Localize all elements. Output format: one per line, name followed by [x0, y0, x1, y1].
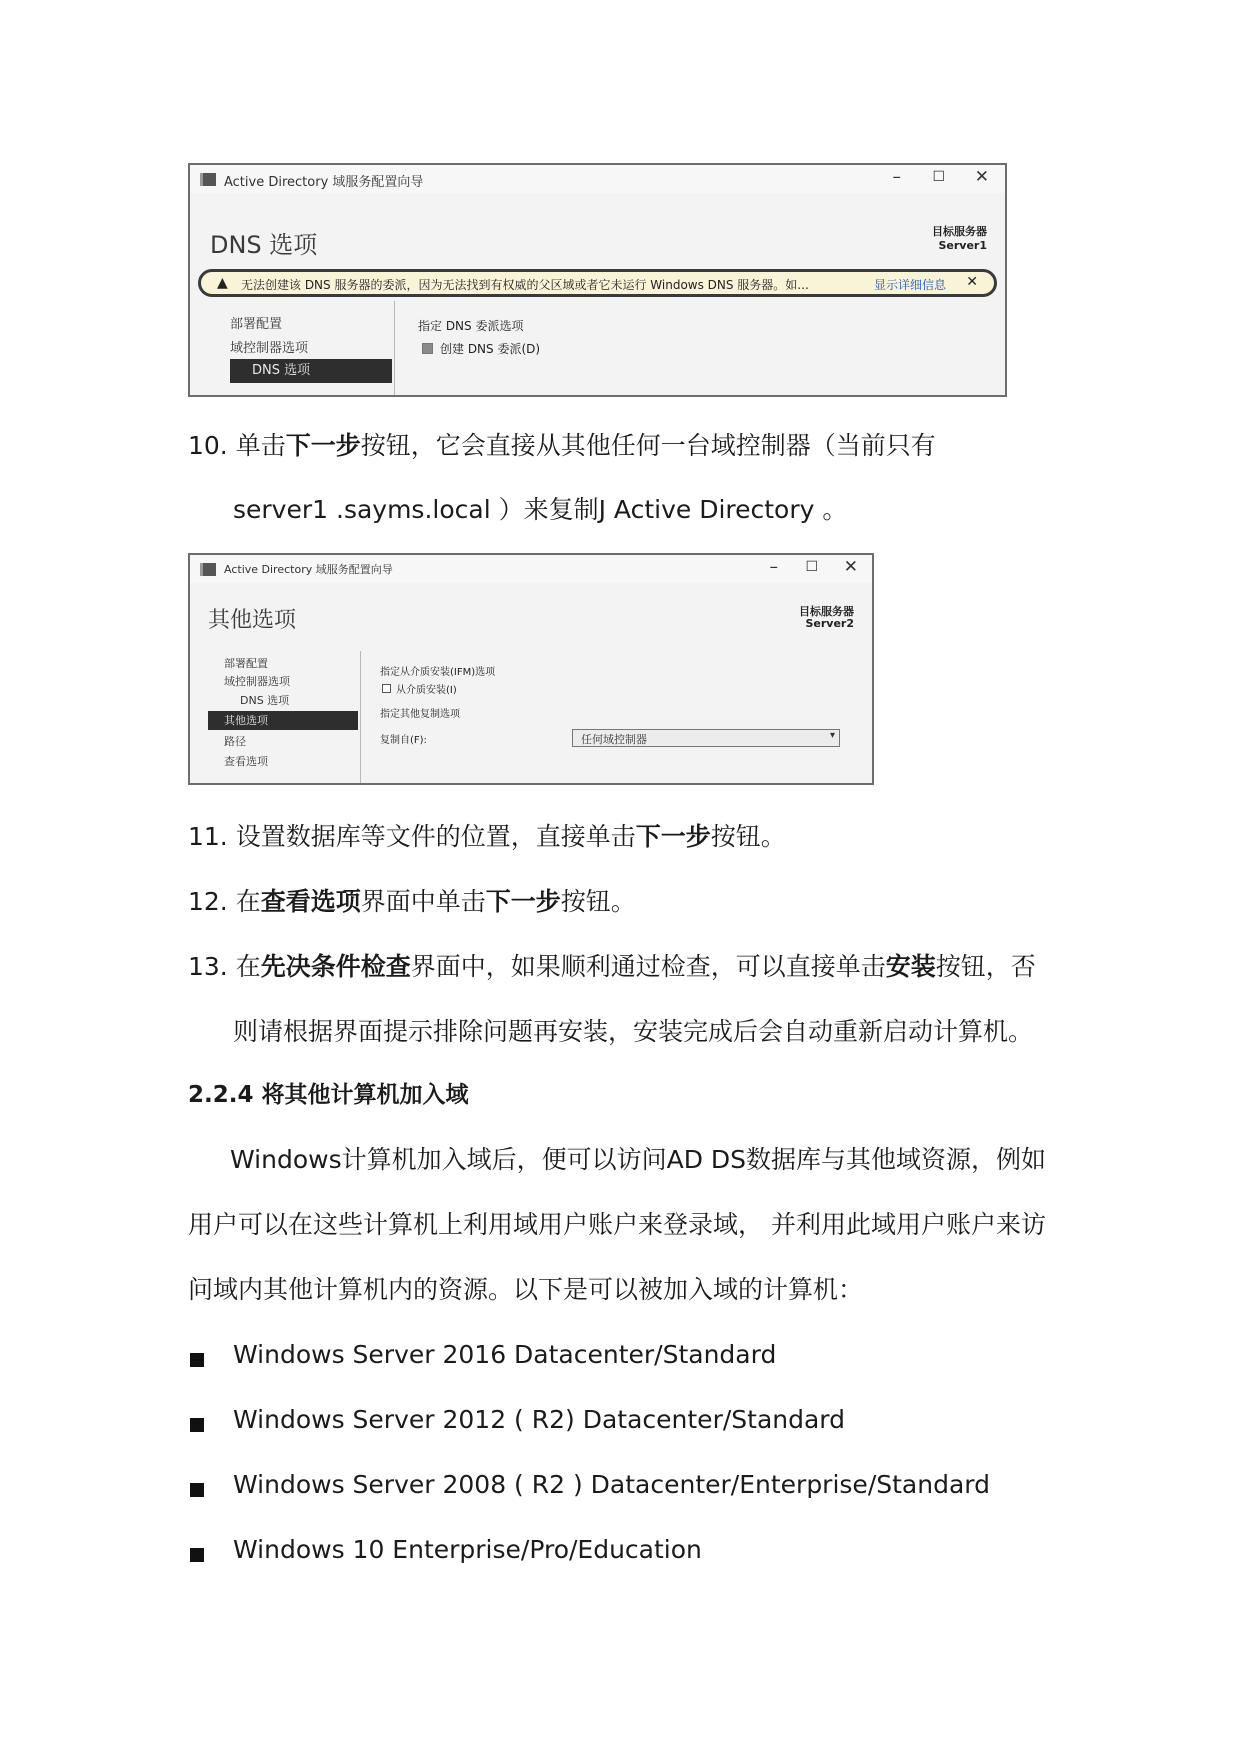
other-options-screenshot — [188, 553, 874, 785]
warning-close-icon[interactable]: ✕ — [966, 274, 978, 290]
nav-item-paths[interactable]: 路径 — [224, 735, 246, 748]
show-details-link[interactable]: 显示详细信息 — [873, 278, 946, 292]
body-line-1: Windows计算机加入域后，便可以访问AD DS数据库与其他域资源，例如 — [230, 1145, 1047, 1174]
create-dns-delegation-checkbox[interactable] — [422, 343, 433, 354]
maximize-icon[interactable]: ☐ — [932, 169, 945, 185]
replicate-from-select[interactable] — [572, 729, 840, 747]
nav-item-dns-options[interactable]: DNS 选项 — [240, 694, 290, 707]
list-item: Windows Server 2012 ( R2) Datacenter/Standard — [233, 1405, 845, 1434]
bullet-icon — [190, 1353, 204, 1367]
app-icon — [200, 173, 216, 186]
chevron-down-icon: ▾ — [829, 730, 835, 741]
section-heading: 2.2.4 将其他计算机加入域 — [188, 1082, 469, 1108]
dns-options-screenshot — [188, 163, 1007, 397]
body-line-2: 用户可以在这些计算机上利用域用户账户来登录域， 并利用此域用户账户来访 — [188, 1210, 1046, 1239]
replication-section-label: 指定其他复制选项 — [380, 709, 460, 720]
bullet-icon — [190, 1483, 204, 1497]
close-icon[interactable]: ✕ — [974, 167, 989, 187]
body-line-3: 问域内其他计算机内的资源。以下是可以被加入域的计算机： — [188, 1275, 864, 1304]
warning-text: 无法创建该 DNS 服务器的委派，因为无法找到有权威的父区域或者它未运行 Windows DNS 服务器。如... — [241, 278, 809, 292]
title-bar — [190, 165, 1005, 193]
nav-divider — [360, 651, 361, 783]
nav-item-other-options[interactable]: 其他选项 — [208, 711, 358, 730]
target-server-label: 目标服务器 — [799, 605, 854, 618]
bullet-icon — [190, 1418, 204, 1432]
ifm-section-label: 指定从介质安装(IFM)选项 — [380, 667, 496, 678]
step-10-line-1: 10. 单击下一步按钮，它会直接从其他任何一台域控制器（当前只有 — [188, 431, 936, 460]
replicate-from-label: 复制自(F): — [380, 735, 427, 746]
close-icon[interactable]: ✕ — [843, 557, 858, 577]
target-server-name: Server1 — [938, 239, 987, 252]
bullet-icon — [190, 1548, 204, 1562]
nav-item-review-options[interactable]: 查看选项 — [224, 755, 268, 768]
step-10-line-2: server1 .sayms.local ）来复制J Active Directory 。 — [233, 495, 848, 524]
title-bar — [190, 555, 872, 583]
step-11: 11. 设置数据库等文件的位置，直接单击下一步按钮。 — [188, 822, 786, 851]
step-13-line-2: 则请根据界面提示排除问题再安装，安装完成后会自动重新启动计算机。 — [233, 1017, 1034, 1046]
nav-item-dc-options[interactable]: 域控制器选项 — [224, 675, 290, 688]
nav-divider — [394, 301, 395, 395]
minimize-icon[interactable]: – — [892, 167, 901, 187]
list-item: Windows Server 2008 ( R2 ) Datacenter/Enterprise/Standard — [233, 1470, 990, 1499]
app-icon — [200, 563, 216, 576]
nav-item-dc-options[interactable]: 域控制器选项 — [230, 341, 309, 356]
page-heading: DNS 选项 — [210, 231, 318, 259]
maximize-icon[interactable]: ☐ — [805, 559, 818, 575]
window-title: Active Directory 域服务配置向导 — [224, 563, 393, 576]
nav-item-deployment-config[interactable]: 部署配置 — [224, 657, 268, 670]
warning-bar — [198, 269, 997, 297]
minimize-icon[interactable]: – — [769, 557, 778, 577]
warning-icon: ▲ — [217, 275, 228, 291]
step-12: 12. 在查看选项界面中单击下一步按钮。 — [188, 887, 636, 916]
nav-item-deployment-config[interactable]: 部署配置 — [230, 317, 283, 332]
target-server-label: 目标服务器 — [932, 225, 987, 238]
step-13-line-1: 13. 在先决条件检查界面中，如果顺利通过检查，可以直接单击安装按钮，否 — [188, 952, 1036, 981]
target-server-name: Server2 — [805, 617, 854, 630]
create-dns-delegation-label: 创建 DNS 委派(D) — [440, 342, 541, 356]
replicate-from-value: 任何域控制器 — [581, 733, 647, 746]
install-from-media-checkbox[interactable] — [382, 684, 391, 693]
section-label: 指定 DNS 委派选项 — [418, 319, 524, 333]
list-item: Windows 10 Enterprise/Pro/Education — [233, 1535, 702, 1564]
window-title: Active Directory 域服务配置向导 — [224, 175, 424, 190]
nav-item-dns-options[interactable]: DNS 选项 — [230, 359, 392, 383]
install-from-media-label: 从介质安装(I) — [396, 685, 457, 696]
page-heading: 其他选项 — [208, 608, 297, 633]
list-item: Windows Server 2016 Datacenter/Standard — [233, 1340, 777, 1369]
